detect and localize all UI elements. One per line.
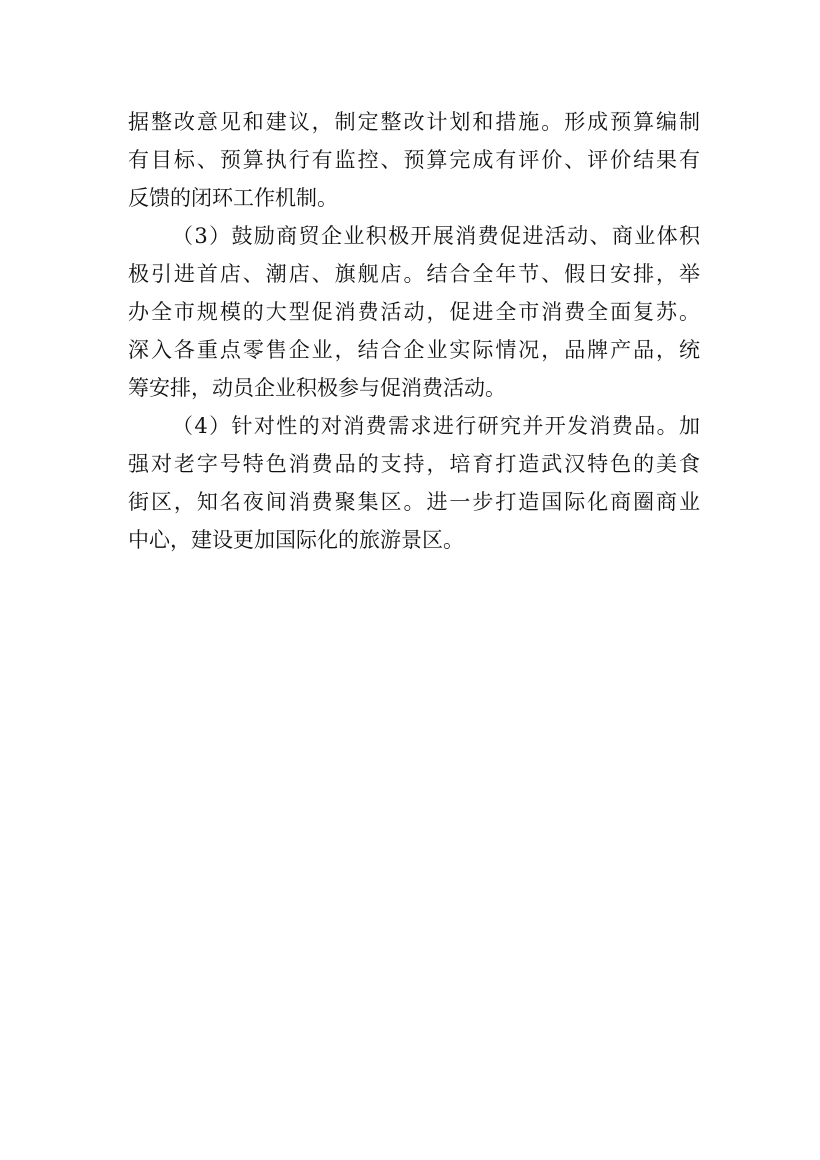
text-line: 街区，知名夜间消费聚集区。进一步打造国际化商圈商业	[128, 490, 700, 514]
text-line: 中心，建设更加国际化的旅游景区。	[128, 528, 464, 552]
text-line: 筹安排，动员企业积极参与促消费活动。	[128, 376, 506, 400]
text-line: 反馈的闭环工作机制。	[128, 186, 338, 210]
text-line: （3）鼓励商贸企业积极开展消费促进活动、商业体积	[172, 224, 700, 248]
text-line: 有目标、预算执行有监控、预算完成有评价、评价结果有	[128, 148, 700, 172]
text-line: 强对老字号特色消费品的支持，培育打造武汉特色的美食	[128, 452, 700, 476]
text-line: （4）针对性的对消费需求进行研究并开发消费品。加	[172, 414, 700, 438]
text-line: 据整改意见和建议，制定整改计划和措施。形成预算编制	[128, 110, 700, 134]
text-line: 深入各重点零售企业，结合企业实际情况，品牌产品，统	[128, 338, 700, 362]
text-line: 极引进首店、潮店、旗舰店。结合全年节、假日安排，举	[128, 262, 700, 286]
text-line: 办全市规模的大型促消费活动，促进全市消费全面复苏。	[128, 300, 700, 324]
